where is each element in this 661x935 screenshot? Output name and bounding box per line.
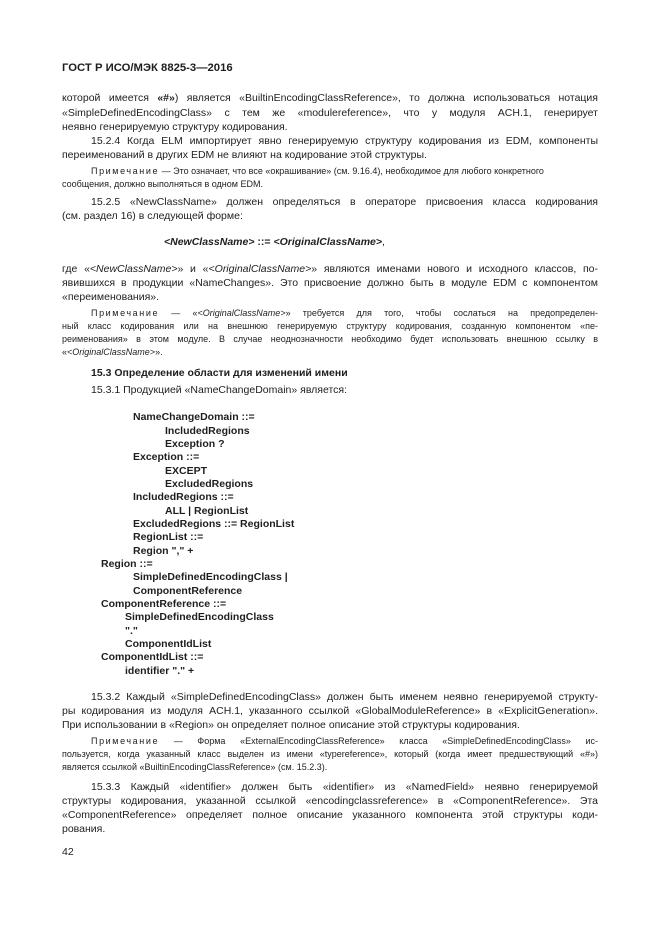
grammar-line: Region "," + — [133, 545, 194, 557]
para6-line1: 15.3.2 Каждый «SimpleDefinedEncodingClass» должен быть именем неявно генерируемой структу- — [91, 691, 598, 703]
page-number: 42 — [62, 846, 74, 858]
grammar-line: ExcludedRegions ::= RegionList — [133, 518, 295, 530]
para4-line3: «переименования». — [62, 291, 160, 303]
para4-line1: где «<NewClassName>» и «<OriginalClassName>» являются именами нового и исходного классов, по- — [62, 263, 598, 275]
note2-line1: Примечание — «<OriginalClassName>» требуется для того, чтобы сослаться на предопределен- — [91, 308, 599, 318]
grammar-line: ComponentIdList — [125, 638, 212, 650]
para2-line2: переименований в других EDM не влияют на кодирование этой структуры. — [62, 149, 427, 161]
para1-line2: «SimpleDefinedEncodingClass» с тем же «modulereference», что у модуля ACH.1, генерирует — [62, 107, 598, 119]
note2-line4: «<OriginalClassName>». — [62, 347, 163, 357]
note2-line2: ный класс кодирования или на внешнюю генерируемую структуру кодирования, созданную компонентом «пе- — [62, 321, 598, 331]
grammar-line: IncludedRegions — [165, 425, 250, 437]
note2-line3: реименования» в этом модуле. В случае неоднозначности необходимо будет использовать внешнюю ссылку в — [62, 334, 598, 344]
para7-line1: 15.3.3 Каждый «identifier» должен быть «identifier» из «NamedField» неявно генерируемой — [91, 781, 598, 793]
grammar-line: identifier "." + — [125, 665, 195, 677]
para1-line3: неявно генерируемую структуру кодирования. — [62, 121, 288, 133]
grammar-line: ALL | RegionList — [165, 505, 249, 517]
document-header: ГОСТ Р ИСО/МЭК 8825-3—2016 — [62, 62, 233, 74]
grammar-line: ComponentIdList ::= — [101, 651, 204, 663]
grammar-line: Exception ::= — [133, 451, 200, 463]
note3-line3: является ссылкой «BuiltinEncodingClassReference» (см. 15.2.3). — [62, 762, 328, 772]
note1-line1: Примечание — Это означает, что все «окрашивание» (см. 9.16.4), необходимое для любого конкретного — [91, 166, 544, 176]
para7-line4: рования. — [62, 823, 106, 835]
grammar-line: ComponentReference — [133, 585, 243, 597]
para3-line1: 15.2.5 «NewClassName» должен определяться в операторе присвоения класса кодирования — [91, 196, 598, 208]
note-label: Примечание — [91, 308, 160, 318]
grammar-line: EXCEPT — [165, 465, 208, 477]
grammar-line: SimpleDefinedEncodingClass — [125, 611, 274, 623]
para2-line1: 15.2.4 Когда ELM импортирует явно генерируемую структуру кодирования из EDM, компоненты — [91, 135, 598, 147]
para4-line2: явившихся в продукции «NameChanges». Это присвоение должно быть в модуле EDM с компонентом — [62, 277, 598, 289]
note1-line2: сообщения, должно выполняться в одном EDM. — [62, 179, 263, 189]
grammar-line: RegionList ::= — [133, 531, 204, 543]
note3-line1: Примечание — Форма «ExternalEncodingClassReference» класса «SimpleDefinedEncodingClass» ис- — [91, 736, 598, 746]
section-heading: 15.3 Определение области для изменений имени — [91, 367, 348, 379]
grammar-line: ComponentReference ::= — [101, 598, 227, 610]
grammar-line: Exception ? — [165, 438, 225, 450]
para5-line1: 15.3.1 Продукцией «NameChangeDomain» является: — [91, 384, 348, 396]
grammar-line: NameChangeDomain ::= — [133, 411, 255, 423]
grammar-line: Region ::= — [101, 558, 153, 570]
grammar-line: ExcludedRegions — [165, 478, 254, 490]
assignment-formula: <NewClassName> ::= <OriginalClassName>, — [164, 236, 385, 248]
grammar-line: "." — [125, 625, 138, 637]
para3-line2: (см. раздел 16) в следующей форме: — [62, 210, 243, 222]
para6-line2: ры кодирования из модуля ACH.1, указанного ссылкой «GlobalModuleReference» в «ExplicitGeneration». — [62, 705, 598, 717]
para6-line3: При использовании в «Region» он определяет полное описание этой структуры кодирования. — [62, 719, 520, 731]
para7-line3: «ComponentReference» определяет полное описание указанного компонента этой структуры коди- — [62, 809, 598, 821]
note-label: Примечание — [91, 736, 160, 746]
grammar-line: IncludedRegions ::= — [133, 491, 234, 503]
note3-line2: пользуется, когда указанный класс выделен из имени «typereference», который (когда имеет предшествующий «#») — [62, 749, 598, 759]
para1-line1: которой имеется «#») является «BuiltinEncodingClassReference», то должна использоваться нотация — [62, 92, 598, 104]
para7-line2: структуры кодирования, указанной ссылкой «encodingclassreference» в «ComponentReference». Эта — [62, 795, 598, 807]
grammar-line: SimpleDefinedEncodingClass | — [133, 571, 288, 583]
note-label: Примечание — [91, 166, 160, 176]
